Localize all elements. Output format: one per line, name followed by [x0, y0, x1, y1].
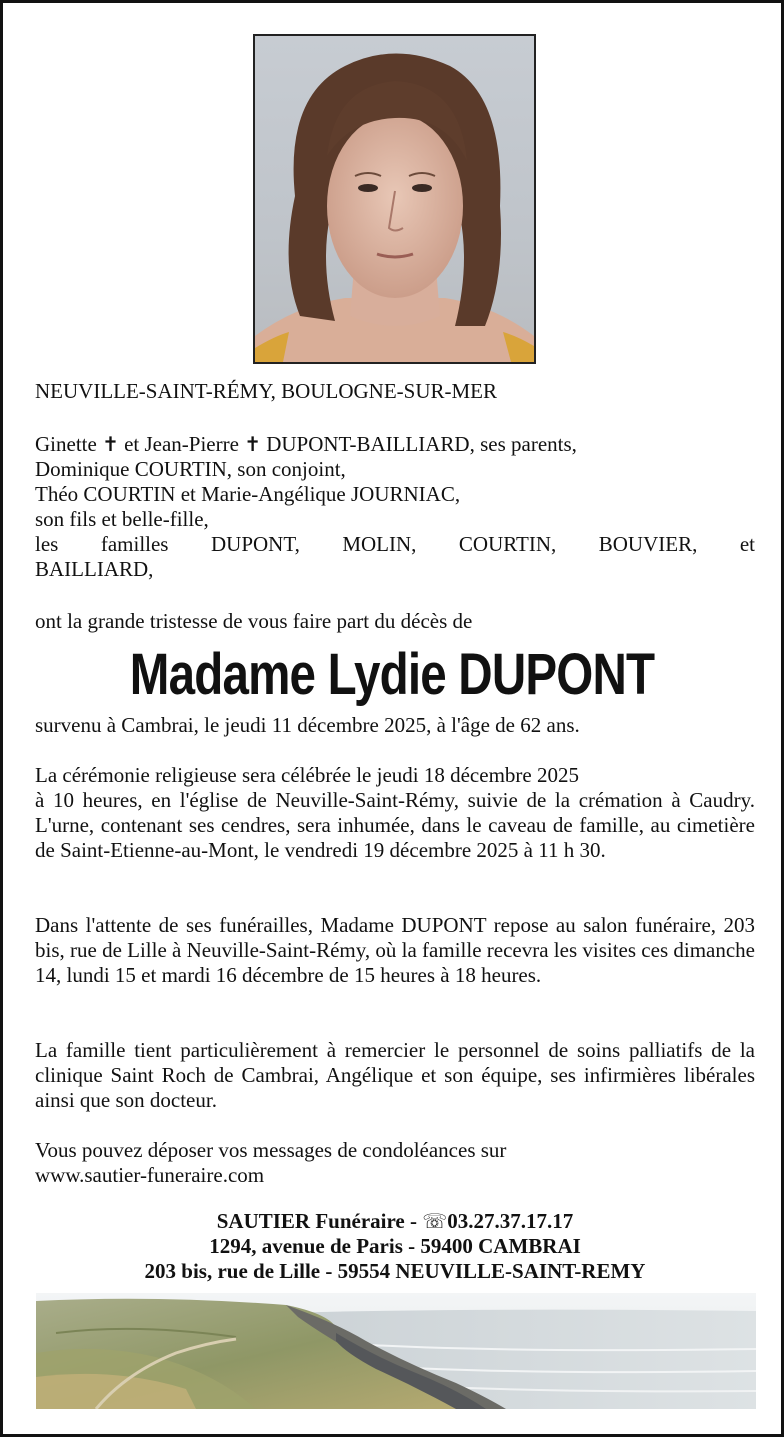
funeral-home-info: [35, 1209, 755, 1284]
phone-icon: ☏: [422, 1209, 448, 1233]
family-list: [35, 432, 755, 582]
family-son-line: Théo COURTIN et Marie-Angélique JOURNIAC,: [35, 482, 461, 506]
funeral-home-line: [35, 1209, 755, 1234]
condolences-paragraph: [35, 1138, 755, 1188]
visitation-paragraph: Dans l'attente de ses funérailles, Madame DUPONT repose au salon funéraire, 203 bis, rue de Lille à Neuville-Saint-Rémy, où la famille recevra les visites ces dimanche 14, lundi 15 et mardi 16 décembre de 15 heures à 18 heures.: [35, 913, 755, 987]
family-families-line: les familles DUPONT, MOLIN, COURTIN, BOUVIER, et: [35, 532, 755, 556]
condolences-link[interactable]: www.sautier-funeraire.com: [35, 1163, 265, 1187]
coastal-landscape-image: [36, 1293, 756, 1409]
cross-icon: ✝: [102, 432, 119, 456]
family-parents-line: Ginette ✝ et Jean-Pierre ✝ DUPONT-BAILLIARD, ses parents,: [35, 432, 577, 456]
funeral-home-address-1: 1294, avenue de Paris - 59400 CAMBRAI: [209, 1234, 581, 1258]
funeral-home-phone: 03.27.37.17.17: [447, 1209, 574, 1233]
condolences-text: Vous pouvez déposer vos messages de condoléances sur: [35, 1138, 507, 1162]
cross-icon: ✝: [244, 432, 261, 456]
portrait-illustration: [255, 36, 534, 362]
family-families-line-end: BAILLIARD,: [35, 557, 154, 581]
locations: NEUVILLE-SAINT-RÉMY, BOULOGNE-SUR-MER: [35, 379, 497, 403]
family-son-relation-line: son fils et belle-fille,: [35, 507, 209, 531]
family-spouse-line: Dominique COURTIN, son conjoint,: [35, 457, 346, 481]
funeral-home-address-2: 203 bis, rue de Lille - 59554 NEUVILLE-SAINT-REMY: [144, 1259, 646, 1283]
ceremony-paragraph: [35, 763, 755, 863]
coastline-illustration: [36, 1293, 756, 1409]
portrait-photo: [253, 34, 536, 364]
thanks-paragraph: La famille tient particulièrement à remercier le personnel de soins palliatifs de la clinique Saint Roch de Cambrai, Angélique et son équipe, ses infirmières libérales ainsi que son docteur.: [35, 1038, 755, 1112]
announcement-intro: ont la grande tristesse de vous faire part du décès de: [35, 609, 473, 633]
ceremony-first-line: La cérémonie religieuse sera célébrée le jeudi 18 décembre 2025: [35, 763, 579, 787]
ceremony-rest: à 10 heures, en l'église de Neuville-Saint-Rémy, suivie de la crémation à Caudry. L'urne, contenant ses cendres, sera inhumée, dans le caveau de famille, au cimetière de Saint-Etienne-au-Mont, le vendredi 19 décembre 2025 à 11 h 30.: [35, 788, 755, 862]
deceased-name: Madame Lydie DUPONT: [129, 642, 655, 707]
funeral-home-name: SAUTIER Funéraire -: [216, 1209, 423, 1233]
death-details: survenu à Cambrai, le jeudi 11 décembre 2025, à l'âge de 62 ans.: [35, 713, 580, 737]
